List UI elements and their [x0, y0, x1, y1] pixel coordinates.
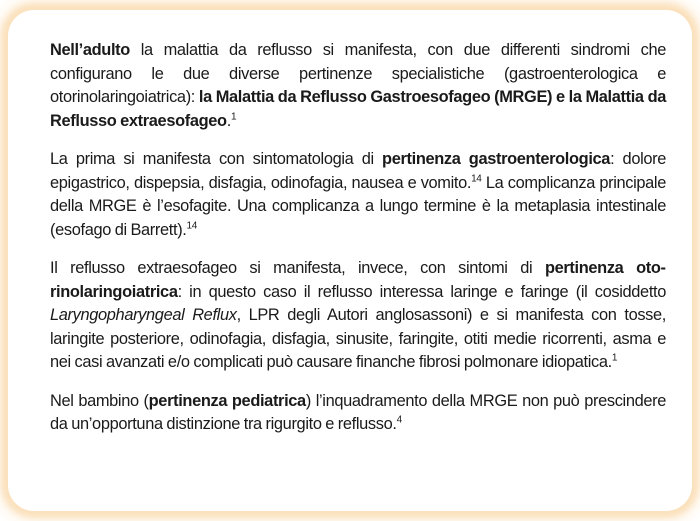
info-box-text [50, 39, 666, 452]
text-run: Nel bambino ( [50, 391, 149, 410]
paragraph [50, 390, 666, 437]
citation-superscript: 1 [230, 111, 237, 123]
info-box [8, 10, 692, 511]
paragraph [50, 39, 666, 133]
text-run: : in questo caso il reflusso interessa laringe e faringe (il cosiddetto [177, 282, 666, 301]
text-run: ) l’inquadramento della MRGE non può prescindere da un’opportuna distinzione tra rigurgito e reflusso. [50, 391, 667, 433]
text-run: la malattia da reflusso si manifesta, con due differenti sindromi che configurano le due diverse pertinenze specialistiche (gastroenterologica e otorinolaringoiatrica): [50, 41, 666, 106]
text-run: La complicanza principale della MRGE è l’esofagite. Una complicanza a lungo termine è la metaplasia intestinale (esofago di Barrett). [50, 173, 666, 239]
paragraph [50, 148, 666, 242]
bold-text: pertinenza pediatrica [148, 391, 306, 410]
citation-superscript: 14 [186, 220, 197, 232]
text-run: La prima si manifesta con sintomatologia di [50, 150, 383, 168]
italic-text: Laryngopharyngeal Reflux [50, 306, 237, 324]
citation-superscript: 4 [396, 414, 402, 426]
text-run: Il reflusso extraesofageo si manifesta, invece, con sintomi di [50, 259, 545, 277]
bold-text: la Malattia da Reflusso Gastroesofageo (MRGE) e la Malattia da Reflusso extraesofageo [50, 88, 666, 130]
paragraph [50, 257, 666, 375]
text-run: : dolore epigastrico, dispepsia, disfagia, odinofagia, nausea e vomito. [50, 150, 667, 192]
citation-superscript: 14 [471, 173, 482, 185]
bold-text: Nell’adulto [50, 41, 130, 59]
bold-text: pertinenza otorinolaringoiatrica [50, 259, 666, 301]
text-run: , LPR degli Autori anglosassoni) e si manifesta con tosse, laringite posteriore, odinofagia, disfagia, sinusite, faringite, otiti medie ricorrenti, asma e nei casi avanzati e/o complicati può causare finanche fibrosi polmonare idiopatica. [50, 306, 666, 371]
bold-text: pertinenza gastroenterologica [382, 150, 611, 168]
citation-superscript: 1 [611, 352, 618, 364]
text-run: . [226, 111, 231, 130]
